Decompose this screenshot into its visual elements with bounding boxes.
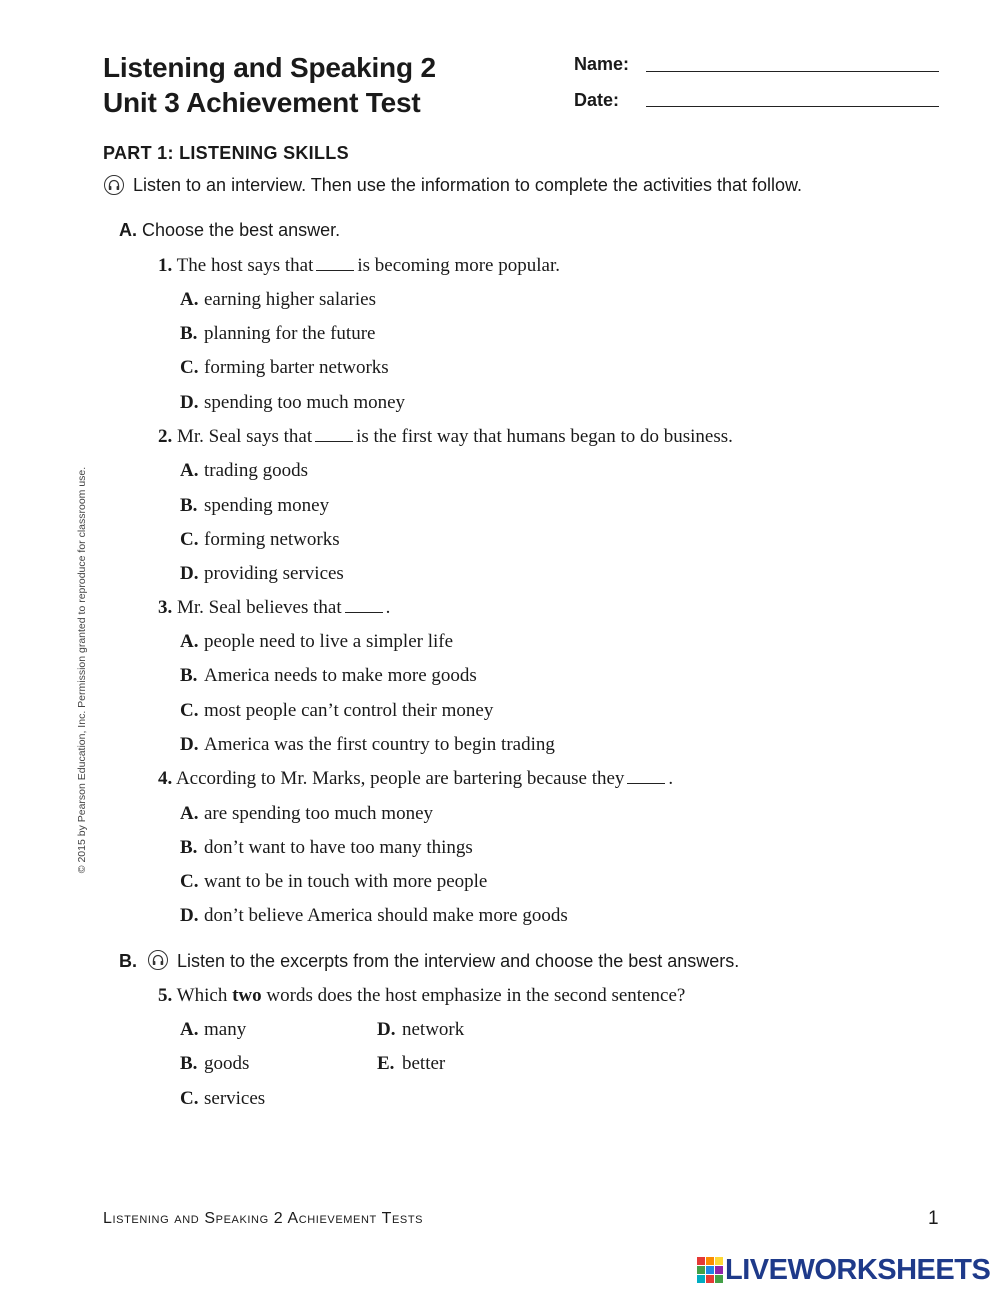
option[interactable] bbox=[180, 563, 344, 585]
part1-instruction: Listen to an interview. Then use the information to complete the activities that follow. bbox=[133, 175, 803, 195]
option-text: America was the first country to begin trading bbox=[204, 734, 555, 755]
option-letter: D. bbox=[180, 734, 199, 755]
answer-blank bbox=[315, 427, 353, 442]
option-text: planning for the future bbox=[204, 323, 376, 344]
name-label: Name: bbox=[574, 54, 630, 74]
option[interactable] bbox=[180, 1088, 265, 1110]
option-letter: C. bbox=[180, 700, 199, 721]
option[interactable] bbox=[180, 905, 568, 927]
option-text: most people can’t control their money bbox=[204, 700, 494, 721]
option-text: don’t want to have too many things bbox=[204, 837, 473, 858]
question-text: Mr. Seal says that bbox=[177, 426, 313, 447]
question-number: 4. bbox=[158, 768, 173, 789]
copyright-note: © 2015 by Pearson Education, Inc. Permission granted to reproduce for classroom use. bbox=[76, 466, 88, 874]
option-text: goods bbox=[204, 1053, 250, 1074]
question-text: Which bbox=[176, 985, 228, 1006]
option-text: trading goods bbox=[204, 460, 308, 481]
option-text: spending too much money bbox=[204, 392, 406, 413]
answer-blank bbox=[345, 598, 383, 613]
option-text: don’t believe America should make more goods bbox=[204, 905, 568, 926]
question-3 bbox=[158, 597, 390, 619]
option-text: services bbox=[204, 1088, 266, 1109]
option[interactable] bbox=[180, 803, 433, 825]
section-b-instruction: Listen to the excerpts from the interview and choose the best answers. bbox=[177, 951, 740, 971]
page-number: 1 bbox=[928, 1208, 939, 1229]
option-letter: B. bbox=[180, 495, 198, 516]
option[interactable] bbox=[377, 1019, 464, 1041]
headphones-icon[interactable] bbox=[148, 950, 168, 970]
option[interactable] bbox=[180, 289, 376, 311]
option-text: providing services bbox=[204, 563, 344, 584]
option-text: better bbox=[402, 1053, 446, 1074]
option-text: want to be in touch with more people bbox=[204, 871, 488, 892]
option-letter: A. bbox=[180, 460, 199, 481]
question-text: The host says that bbox=[176, 255, 314, 276]
question-text: . bbox=[668, 768, 674, 789]
question-text: is becoming more popular. bbox=[357, 255, 560, 276]
section-b-label bbox=[119, 951, 137, 972]
option-letter: D. bbox=[377, 1019, 396, 1040]
question-text: Mr. Seal believes that bbox=[177, 597, 342, 618]
option-letter: A. bbox=[180, 289, 199, 310]
option-text: America needs to make more goods bbox=[204, 665, 477, 686]
option-letter: C. bbox=[180, 1088, 199, 1109]
section-a-label: A. bbox=[119, 220, 137, 240]
question-text: . bbox=[385, 597, 391, 618]
option[interactable] bbox=[180, 495, 329, 517]
option[interactable] bbox=[180, 700, 493, 722]
option-text: forming networks bbox=[204, 529, 340, 550]
option[interactable] bbox=[180, 392, 405, 414]
question-2 bbox=[158, 426, 733, 448]
option-text: forming barter networks bbox=[204, 357, 389, 378]
option[interactable] bbox=[377, 1053, 445, 1075]
answer-blank bbox=[316, 256, 354, 271]
option[interactable] bbox=[180, 631, 453, 653]
option-letter: B. bbox=[180, 323, 198, 344]
option[interactable] bbox=[180, 734, 555, 756]
headphones-icon[interactable] bbox=[104, 175, 124, 195]
section-b-letter: B. bbox=[119, 951, 137, 971]
option-letter: A. bbox=[180, 1019, 199, 1040]
question-5 bbox=[158, 985, 685, 1007]
option-text: network bbox=[402, 1019, 465, 1040]
part-heading: PART 1: LISTENING SKILLS bbox=[103, 143, 349, 163]
option[interactable] bbox=[180, 460, 308, 482]
section-a-instruction: Choose the best answer. bbox=[142, 220, 341, 240]
name-field[interactable] bbox=[646, 71, 939, 72]
liveworksheets-logo[interactable] bbox=[697, 1253, 990, 1287]
question-number: 1. bbox=[158, 255, 173, 276]
question-number: 2. bbox=[158, 426, 173, 447]
option[interactable] bbox=[180, 529, 340, 551]
title-line-1: Listening and Speaking 2 bbox=[103, 52, 436, 83]
option-text: people need to live a simpler life bbox=[204, 631, 454, 652]
option[interactable] bbox=[180, 1053, 249, 1075]
option-letter: B. bbox=[180, 837, 198, 858]
logo-text: LIVEWORKSHEETS bbox=[725, 1253, 991, 1286]
option[interactable] bbox=[180, 323, 375, 345]
question-text: According to Mr. Marks, people are bartering because they bbox=[175, 768, 625, 789]
footer-title: Listening and Speaking 2 Achievement Tests bbox=[103, 1210, 424, 1227]
option[interactable] bbox=[180, 665, 477, 687]
option-letter: A. bbox=[180, 631, 199, 652]
option-letter: D. bbox=[180, 905, 199, 926]
logo-grid-icon bbox=[697, 1257, 723, 1283]
question-number: 5. bbox=[158, 985, 173, 1006]
date-field[interactable] bbox=[646, 106, 939, 107]
question-4 bbox=[158, 768, 673, 790]
option-letter: A. bbox=[180, 803, 199, 824]
answer-blank bbox=[627, 769, 665, 784]
option-letter: C. bbox=[180, 529, 199, 550]
option-letter: B. bbox=[180, 665, 198, 686]
option-text: are spending too much money bbox=[204, 803, 434, 824]
option-letter: E. bbox=[377, 1053, 395, 1074]
option-letter: C. bbox=[180, 357, 199, 378]
option[interactable] bbox=[180, 1019, 246, 1041]
title-line-2: Unit 3 Achievement Test bbox=[103, 87, 421, 118]
date-label: Date: bbox=[574, 90, 620, 110]
option[interactable] bbox=[180, 357, 389, 379]
option-letter: C. bbox=[180, 871, 199, 892]
option[interactable] bbox=[180, 871, 487, 893]
question-emphasis: two bbox=[232, 985, 262, 1006]
option-text: many bbox=[204, 1019, 247, 1040]
option-letter: D. bbox=[180, 563, 199, 584]
option-letter: D. bbox=[180, 392, 199, 413]
section-a-heading bbox=[119, 220, 340, 241]
question-number: 3. bbox=[158, 597, 173, 618]
option-text: spending money bbox=[204, 495, 330, 516]
option[interactable] bbox=[180, 837, 473, 859]
question-text: is the first way that humans began to do business. bbox=[356, 426, 733, 447]
question-text: words does the host emphasize in the second sentence? bbox=[266, 985, 686, 1006]
option-letter: B. bbox=[180, 1053, 198, 1074]
option-text: earning higher salaries bbox=[204, 289, 376, 310]
question-1 bbox=[158, 255, 560, 277]
